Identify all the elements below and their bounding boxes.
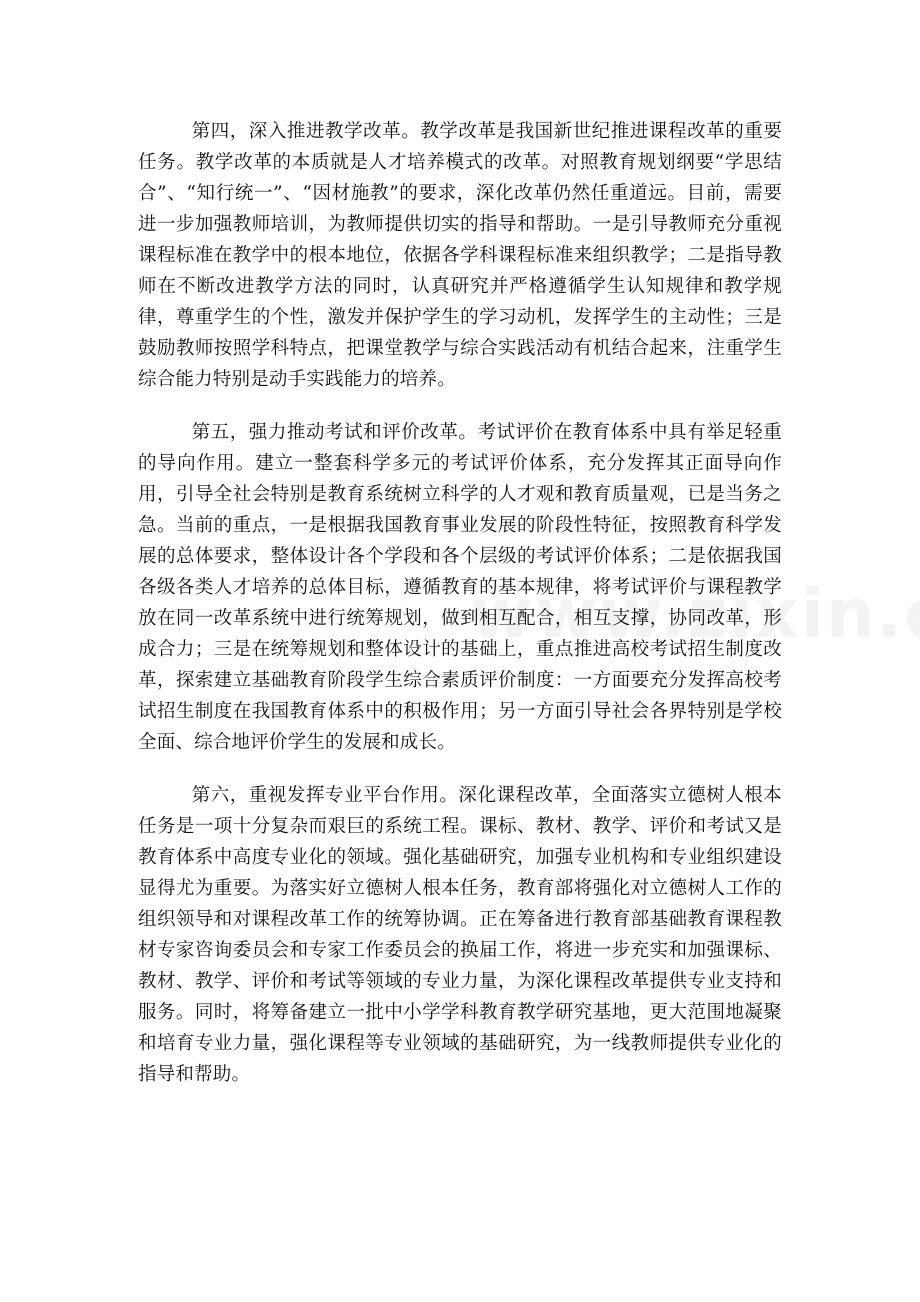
paragraph-sixth: 第六，重视发挥专业平台作用。深化课程改革，全面落实立德树人根本任务是一项十分复杂而艰巨的系统工程。课标、教材、教学、评价和考试又是教育体系中高度专业化的领域。强化基础研究，加强专业机构和专业组织建设显得尤为重要。为落实好立德树人根本任务，教育部将强化对立德树人工作的组织领导和对课程改革工作的统筹协调。正在筹备进行教育部基础教育课程教材专家咨询委员会和专家工作委员会的换届工作，将进一步充实和加强课标、教材、教学、评价和考试等领域的专业力量，为深化课程改革提供专业支持和服务。同时，将筹备建立一批中小学学科教育教学研究基地，更大范围地凝聚和培育专业力量，强化课程等专业领域的基础研究，为一线教师提供专业化的指导和帮助。 bbox=[138, 785, 782, 1085]
paragraph-fourth: 第四，深入推进教学改革。教学改革是我国新世纪推进课程改革的重要任务。教学改革的本质就是人才培养模式的改革。对照教育规划纲要“学思结合”、“知行统一”、“因材施教”的要求，深化改革仍然任重道远。目前，需要进一步加强教师培训，为教师提供切实的指导和帮助。一是引导教师充分重视课程标准在教学中的根本地位，依据各学科课程标准来组织教学；二是指导教师在不断改进教学方法的同时，认真研究并严格遵循学生认知规律和教学规律，尊重学生的个性，激发并保护学生的学习动机，发挥学生的主动性；三是鼓励教师按照学科特点，把课堂教学与综合实践活动有机结合起来，注重学生综合能力特别是动手实践能力的培养。 bbox=[138, 121, 782, 390]
paragraph-fifth: 第五，强力推动考试和评价改革。考试评价在教育体系中具有举足轻重的导向作用。建立一整套科学多元的考试评价体系，充分发挥其正面导向作用，引导全社会特别是教育系统树立科学的人才观和教育质量观，已是当务之急。当前的重点，一是根据我国教育事业发展的阶段性特征，按照教育科学发展的总体要求，整体设计各个学段和各个层级的考试评价体系；二是依据我国各级各类人才培养的总体目标，遵循教育的基本规律，将考试评价与课程教学放在同一改革系统中进行统筹规划，做到相互配合，相互支撑，协同改革，形成合力；三是在统筹规划和整体设计的基础上，重点推进高校考试招生制度改革，探索建立基础教育阶段学生综合素质评价制度：一方面要充分发挥高校考试招生制度在我国教育体系中的积极作用；另一方面引导社会各界特别是学校全面、综合地评价学生的发展和成长。 bbox=[138, 422, 782, 753]
document-body bbox=[138, 116, 782, 1112]
